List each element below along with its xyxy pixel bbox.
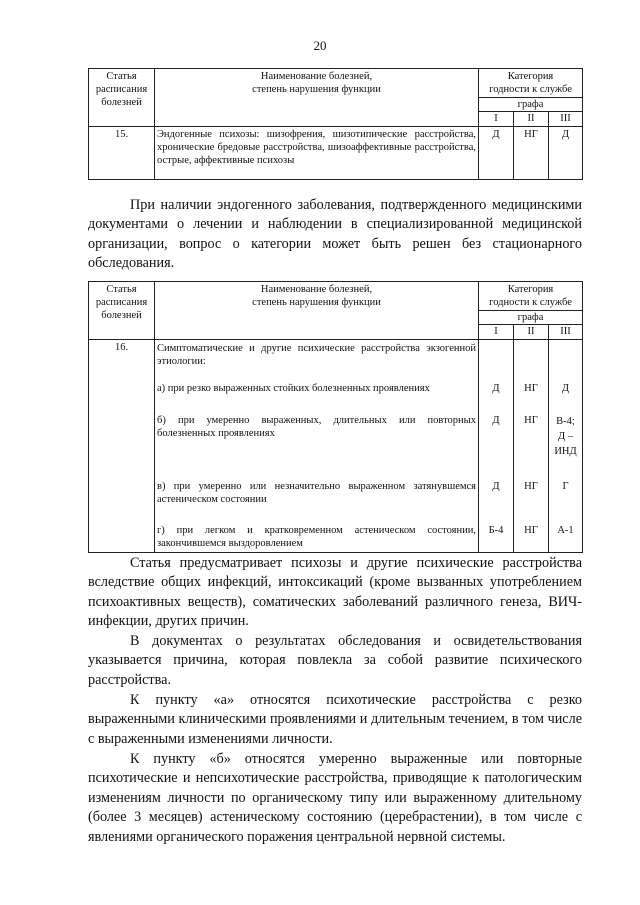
item-b-text: б) при умеренно выраженных, длительных или повторных болезненных проявлениях [157,414,476,439]
b-col-3: В-4; Д – ИНД [554,415,577,457]
disease-description: Эндогенные психозы: шизофрения, шизотипические расстройства, хронические бредовые расстройства, шизоаффективные расстройства, острые, аффективные психозы [155,126,479,179]
header-article: Статья расписания болезней [89,69,155,127]
header-col-1: I [479,325,514,339]
header-col-3: III [549,112,583,126]
paragraph-documents: В документах о результатах обследования и освидетельствования указывается причина, которая повлекла за собой развитие психического расстройства. [88,633,582,688]
g-col-3: А-1 [557,524,574,536]
g-col-1: Б-4 [488,524,504,536]
header-column: графа [479,311,583,325]
paragraph-endogenous: При наличии эндогенного заболевания, подтвержденного медицинскими документами о лечении и наблюдении в специализированной медицинской организации, вопрос о категории может быть решен без стационарного обследования. [88,197,582,272]
paragraph-item-b: К пункту «б» относятся умеренно выраженные или повторные психотические и непсихотические расстройства, приводящие к патологическим изменениям личности по органическому типу или выраженному длительному (более 3 месяцев) астеническому состоянию (церебрастении), в том числе с явлениями органического поражения центральной нервной системы. [88,751,582,845]
b-col-1: Д [492,414,500,426]
a-col-2: НГ [524,382,538,394]
intro-text: Симптоматические и другие психические расстройства экзогенной этиологии: [157,342,476,367]
header-col-1: I [479,112,514,126]
paragraph-item-a: К пункту «а» относятся психотические расстройства с резко выраженными клиническими проявлениями и длительным течением, в том числе с выраженными изменениями личности. [88,692,582,747]
article-number: 16. [89,339,155,552]
header-column: графа [479,98,583,112]
header-article: Статья расписания болезней [89,282,155,340]
a-col-1: Д [492,382,500,394]
category-col-3: Д [549,126,583,179]
v-col-3: Г [562,480,569,492]
v-col-2: НГ [524,480,538,492]
header-disease: Наименование болезней, степень нарушения функции [155,282,479,340]
item-g-text: г) при легком и кратковременном астеническом состоянии, закончившемся выздоровлением [157,524,476,549]
table-article-15 [88,68,583,180]
page-number: 20 [313,38,327,53]
article-number: 15. [89,126,155,179]
category-col-2: НГ [514,126,549,179]
paragraph-article-scope: Статья предусматривает психозы и другие психические расстройства вследствие общих инфекций, интоксикаций (кроме вызванных употреблением психоактивных веществ), соматических заболеваний различного генеза, ВИЧ-инфекции, других причин. [88,555,582,630]
item-a-text: а) при резко выраженных стойких болезненных проявлениях [157,382,430,394]
category-col-1: Д [479,126,514,179]
header-col-2: II [514,112,549,126]
header-col-3: III [549,325,583,339]
a-col-3: Д [561,382,570,394]
item-v-text: в) при умеренно или незначительно выраженном затянувшемся астеническом состоянии [157,480,476,505]
g-col-2: НГ [524,524,538,536]
table-article-16 [88,281,583,553]
b-col-2: НГ [524,414,538,426]
v-col-1: Д [492,480,500,492]
header-disease: Наименование болезней, степень нарушения функции [155,69,479,127]
header-category: Категория годности к службе [479,282,583,311]
header-col-2: II [514,325,549,339]
header-category: Категория годности к службе [479,69,583,98]
